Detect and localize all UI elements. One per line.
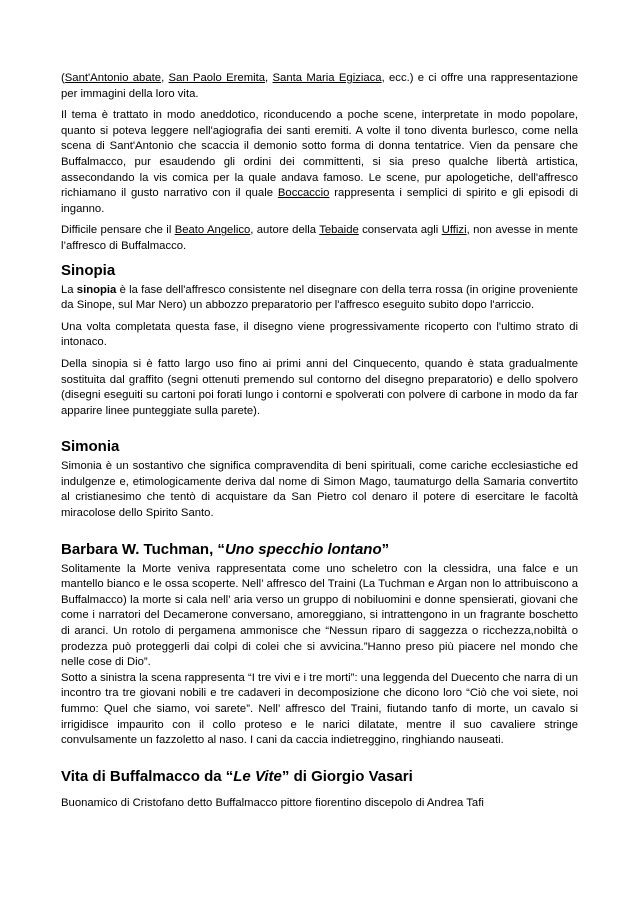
link-santantonio-abate[interactable]: Sant'Antonio abate xyxy=(64,72,162,84)
text: conservata agli xyxy=(358,224,442,237)
text: La xyxy=(61,283,77,296)
text: Difficile pensare che il xyxy=(61,224,175,237)
text: Barbara W. Tuchman, “ xyxy=(61,540,225,558)
document-page xyxy=(61,71,578,817)
term-sinopia: sinopia xyxy=(76,283,117,296)
text: , xyxy=(161,72,169,84)
text: ( xyxy=(61,72,65,84)
tuchman-paragraph-2: Sotto a sinistra la scena rappresenta “I tre vivi e i tre morti”: una leggenda del Duecento che narra di un incontro tra tre giovani nobili e tre cadaveri in decomposizione che dicono loro “Ciò che voi siete, noi fummo: Quel che siamo, voi sarete”. Nell’ affresco del Traini, fiutando tanfo di morte, un cavalo si irrigidisce impaurito con il collo proteso e le narici dilatate, mentre il suo cavaliere stringe convulsamente un fazzoletto al naso. I cani da caccia indietreggino, ringhiando nauseati. xyxy=(61,671,578,747)
link-beato-angelico[interactable]: Beato Angelico xyxy=(174,224,251,237)
sinopia-paragraph-2: Una volta completata questa fase, il disegno viene progressivamente ricoperto con l'ultimo strato di intonaco. xyxy=(61,320,578,349)
sinopia-paragraph-3: Della sinopia si è fatto largo uso fino ai primi anni del Cinquecento, quando è stata gradualmente sostituita dal graffito (segni ottenuti premendo sul contorno del disegno preparatorio) e dello spolvero (disegni eseguiti su cartoni poi forati lungo i contorni e spolverati con polvere di carbone in modo da far apparire linee punteggiate sulla parete). xyxy=(61,357,578,417)
book-title: Le Vite xyxy=(233,767,282,785)
link-boccaccio[interactable]: Boccaccio xyxy=(277,187,330,200)
heading-vasari xyxy=(61,767,578,786)
text: , autore della xyxy=(250,224,320,237)
vasari-paragraph-1: Buonamico di Cristofano detto Buffalmacco pittore fiorentino discepolo di Andrea Tafi xyxy=(61,796,484,809)
intro-paragraph-2 xyxy=(61,108,578,217)
text: Vita di Buffalmacco da “ xyxy=(61,767,234,785)
tuchman-paragraph-1: Solitamente la Morte veniva rappresentata come uno scheletro con la clessidra, una falce e un mantello bianco e le ossa scoperte. Nell’ affresco del Traini (La Tuchman e Argan non lo attribuiscono a Buffalmacco) la morte si cala nell’ aria verso un gruppo di nobiluomini e donne spensierati, giovani che come i narratori del Decamerone conversano, amoreggiano, si intrattengono in un fragrante boschetto di aranci. Un rotolo di pergamena ammonisce che “Nessun riparo di saggezza o ricchezza,nobiltà o prodezza può proteggerli dai colpi di colei che si avvicina.”Hanno preso più piacere nel mondo che nelle cose di Dio”. xyxy=(61,562,578,669)
heading-simonia: Simonia xyxy=(61,438,120,456)
intro-paragraph-1 xyxy=(61,71,578,102)
text: Il tema è trattato in modo aneddotico, riconducendo a poche scene, interpretate in modo popolare, quanto si poteva leggere nell'agiografia dei santi eremiti. A volte il tono diventa burlesco, come nella scena di Sant'Antonio che scaccia il demonio sotto forma di donna tentatrice. Vien da pensare che Buffalmacco, pur esaudendo gli ordini dei committenti, si sia preso qualche libertà artistica, assecondando la vis comica per la quale andava famoso. Le scene, pur apologetiche, dell'affresco richiamano il gusto narrativo con il quale xyxy=(61,109,578,200)
intro-paragraph-3 xyxy=(61,223,578,254)
heading-sinopia: Sinopia xyxy=(61,261,116,279)
heading-tuchman xyxy=(61,540,578,559)
book-title: Uno specchio lontano xyxy=(224,540,382,558)
text: , ecc.) e ci offre una rappresentazione per immagini della loro vita. xyxy=(61,72,579,100)
link-uffizi[interactable]: Uffizi xyxy=(441,224,467,237)
text: rappresenta i semplici di spirito e gli episodi di inganno. xyxy=(61,187,578,215)
simonia-paragraph-1: Simonia è un sostantivo che significa compravendita di beni spirituali, come cariche ecclesiastiche ed indulgenze e, etimologicamente deriva dal nome di Simon Mago, taumaturgo della Samaria convertito al cristianesimo che tentò di acquistare da San Pietro col denaro il potere di esercitare le facoltà miracolose dello Spirito Santo. xyxy=(61,460,578,520)
link-san-paolo-eremita[interactable]: San Paolo Eremita xyxy=(168,72,266,84)
sinopia-paragraph-1 xyxy=(61,283,578,314)
text: ” xyxy=(381,540,390,558)
text: , xyxy=(265,72,273,84)
text: , non avesse in mente l’affresco di Buffalmacco. xyxy=(61,224,578,252)
text: è la fase dell'affresco consistente nel disegnare con della terra rossa (in origine proveniente da Sinope, sul Mar Nero) un abbozzo preparatorio per l'affresco eseguito subito dopo l'arriccio. xyxy=(61,283,578,312)
link-santa-maria-egiziaca[interactable]: Santa Maria Egiziaca xyxy=(272,72,382,84)
text: ” di Giorgio Vasari xyxy=(281,767,413,785)
link-tebaide[interactable]: Tebaide xyxy=(319,224,359,237)
